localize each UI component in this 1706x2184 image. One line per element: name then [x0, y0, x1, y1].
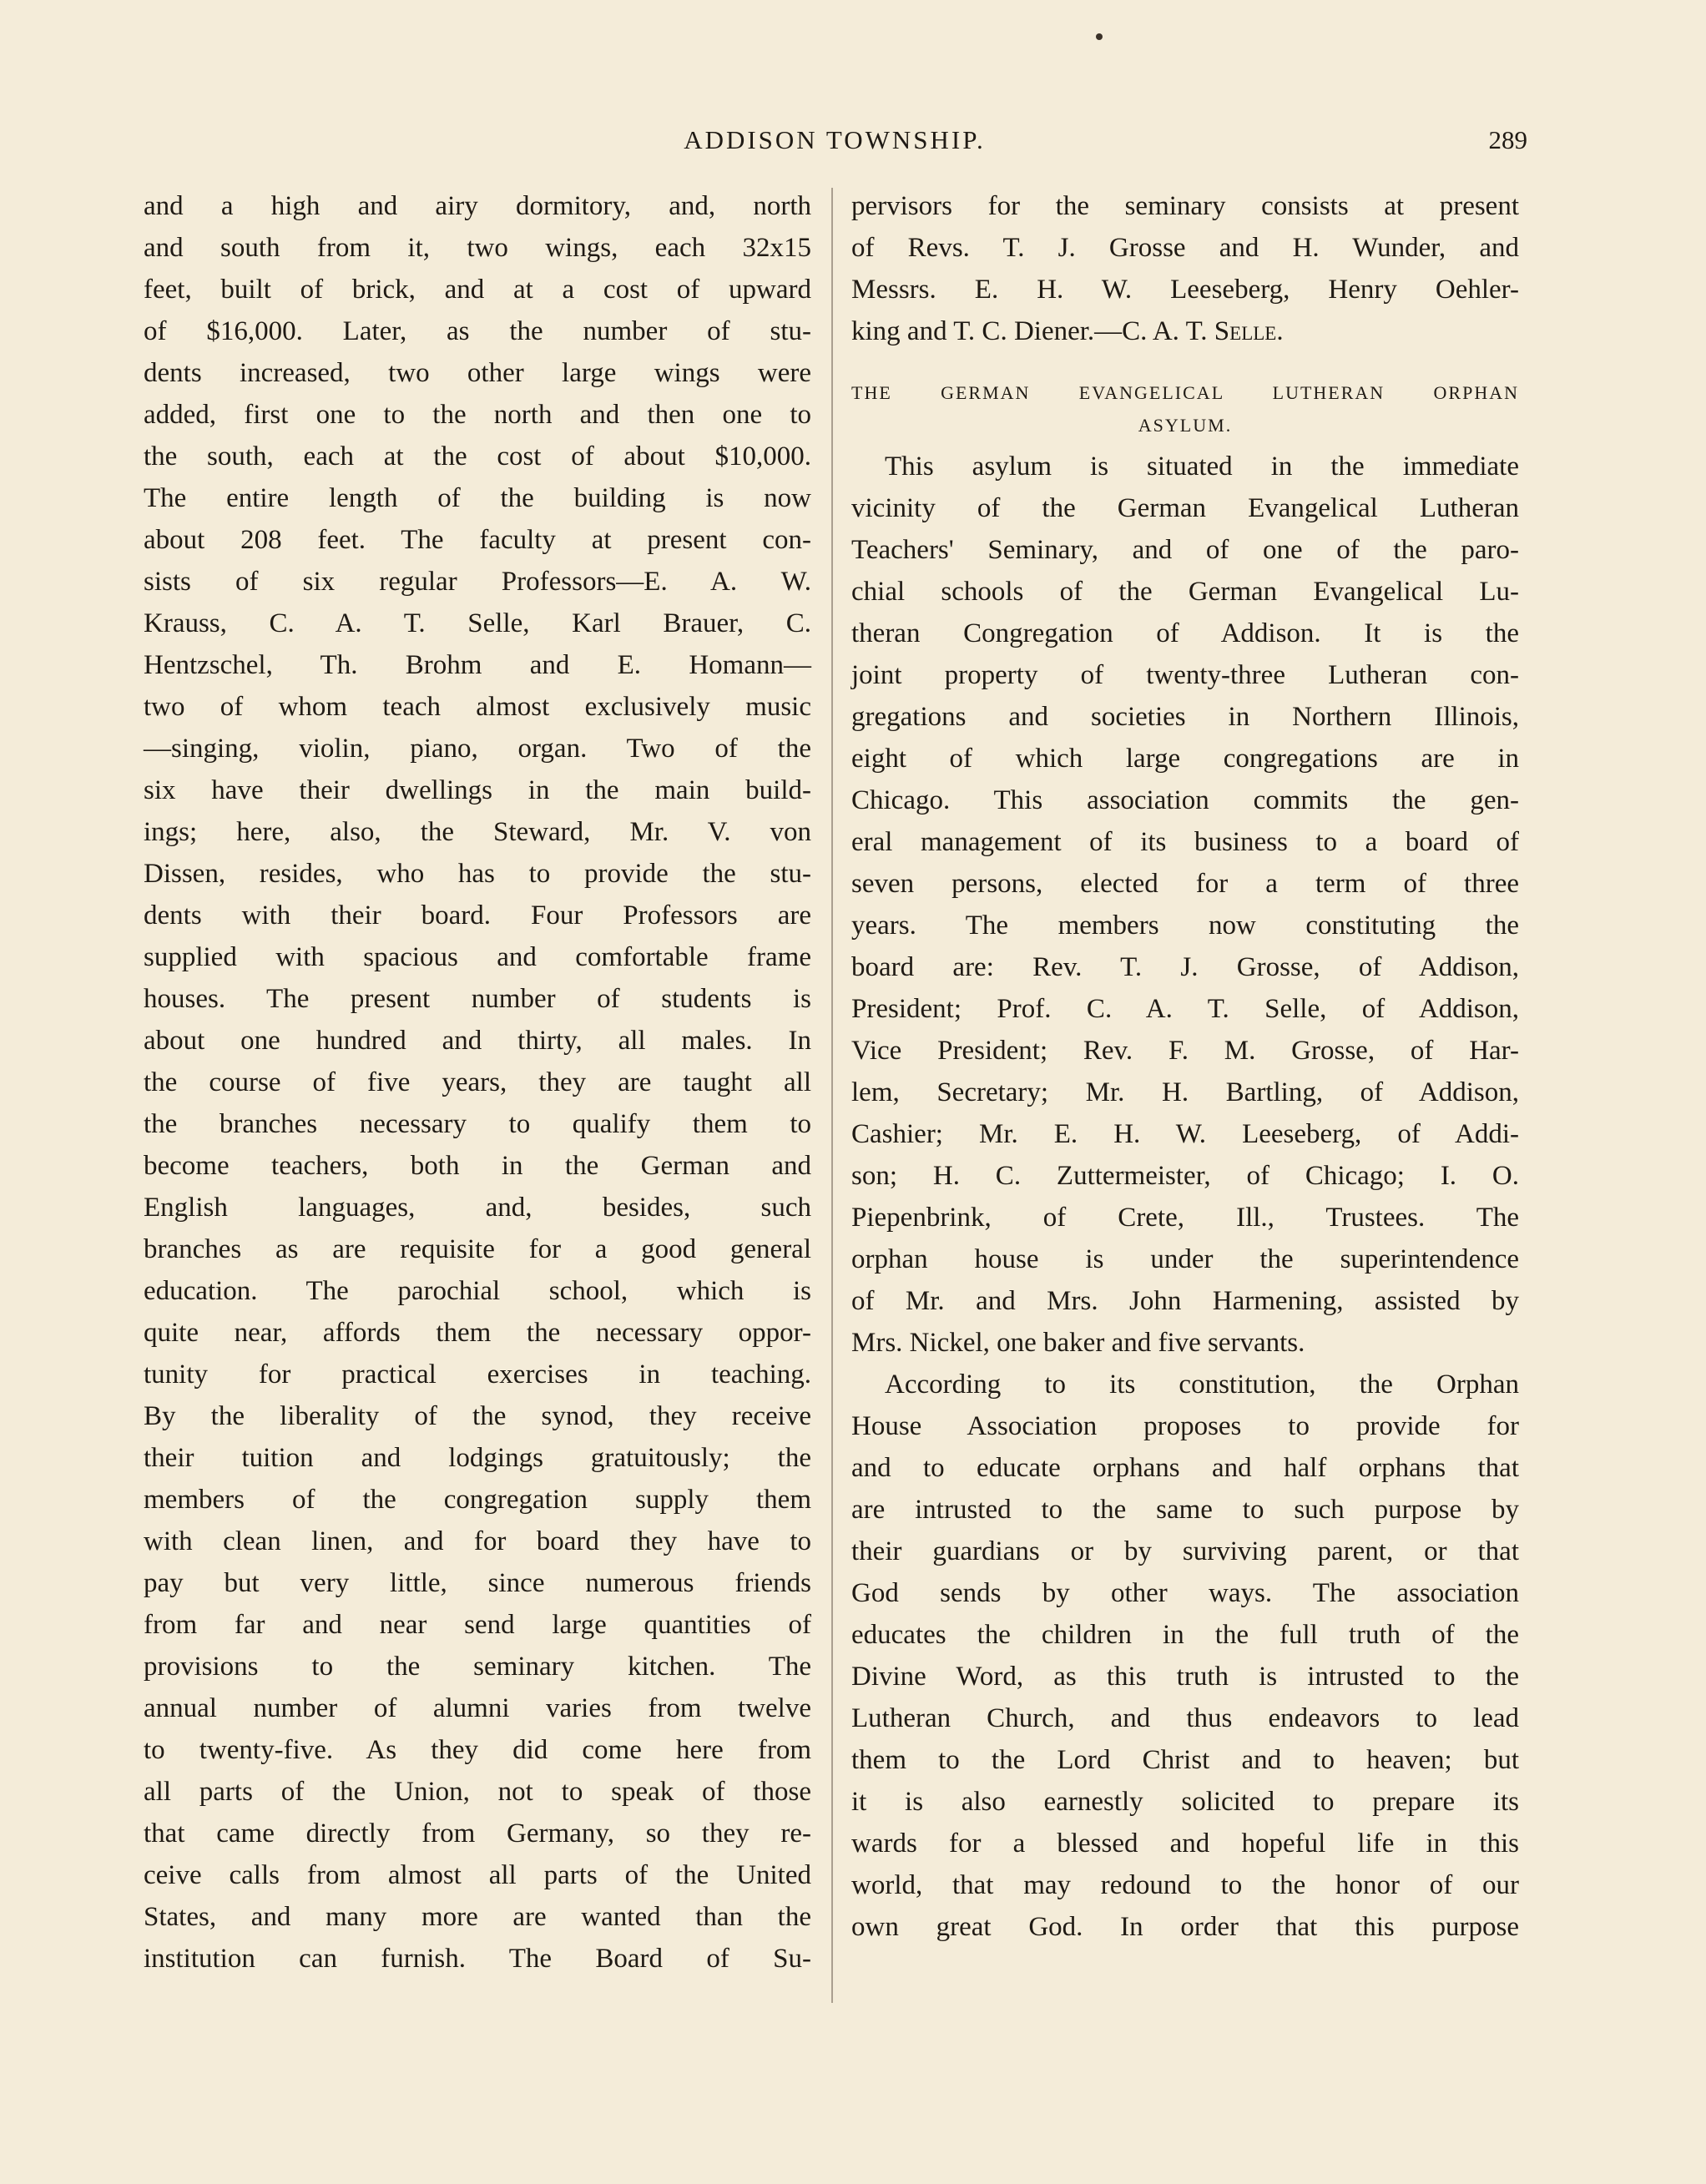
text-line: board are: Rev. T. J. Grosse, of Addison,: [851, 952, 1519, 982]
text-line: Hentzschel, Th. Brohm and E. Homann—: [144, 650, 811, 680]
left-column: [144, 185, 811, 1980]
text-line: education. The parochial school, which is: [144, 1276, 811, 1306]
text-line: Teachers' Seminary, and of one of the paro-: [851, 535, 1519, 565]
text-line: The entire length of the building is now: [144, 483, 811, 513]
text-line: of Mr. and Mrs. John Harmening, assisted by: [851, 1286, 1519, 1316]
text-line: the south, each at the cost of about $10,000.: [144, 441, 811, 472]
text-line: ceive calls from almost all parts of the United: [144, 1860, 811, 1890]
text-line: own great God. In order that this purpose: [851, 1912, 1519, 1942]
text-line: that came directly from Germany, so they re-: [144, 1818, 811, 1849]
text-line: Divine Word, as this truth is intrusted to the: [851, 1662, 1519, 1692]
text-line: institution can furnish. The Board of Su-: [144, 1944, 811, 1974]
text-line: it is also earnestly solicited to prepare its: [851, 1787, 1519, 1817]
text-line: Piepenbrink, of Crete, Ill., Trustees. The: [851, 1203, 1519, 1233]
text-line: the course of five years, they are taught all: [144, 1067, 811, 1097]
text-line: dents with their board. Four Professors are: [144, 900, 811, 931]
text-line: are intrusted to the same to such purpose by: [851, 1495, 1519, 1525]
text-line: —singing, violin, piano, organ. Two of the: [144, 734, 811, 764]
text-line: eral management of its business to a board of: [851, 827, 1519, 857]
text-line: dents increased, two other large wings were: [144, 358, 811, 388]
text-line: chial schools of the German Evangelical Lu-: [851, 577, 1519, 607]
text-line: to twenty-five. As they did come here from: [144, 1735, 811, 1765]
text-line: By the liberality of the synod, they receive: [144, 1401, 811, 1431]
text-line: the branches necessary to qualify them to: [144, 1109, 811, 1139]
text-line: States, and many more are wanted than the: [144, 1902, 811, 1932]
text-line: eight of which large congregations are in: [851, 744, 1519, 774]
text-line: English languages, and, besides, such: [144, 1193, 811, 1223]
text-line: God sends by other ways. The association: [851, 1578, 1519, 1608]
text-line: supplied with spacious and comfortable frame: [144, 942, 811, 972]
text-line: vicinity of the German Evangelical Lutheran: [851, 493, 1519, 523]
text-line: ings; here, also, the Steward, Mr. V. von: [144, 817, 811, 847]
text-line: of Revs. T. J. Grosse and H. Wunder, and: [851, 233, 1519, 263]
text-line: son; H. C. Zuttermeister, of Chicago; I. O.: [851, 1161, 1519, 1191]
text-line: houses. The present number of students is: [144, 984, 811, 1014]
page-header: [142, 125, 1527, 162]
right-column: [851, 185, 1519, 1948]
text-line: According to its constitution, the Orphan: [885, 1369, 1519, 1400]
ink-speck: [1096, 33, 1103, 40]
text-fragment: king and T. C. Diener.—C. A. T.: [851, 316, 1214, 346]
text-line: President; Prof. C. A. T. Selle, of Addison,: [851, 994, 1519, 1024]
text-line: gregations and societies in Northern Illinois,: [851, 702, 1519, 732]
text-line: This asylum is situated in the immediate: [885, 451, 1519, 482]
text-line: quite near, affords them the necessary oppor-: [144, 1318, 811, 1348]
text-line: annual number of alumni varies from twelve: [144, 1693, 811, 1723]
text-line: branches as are requisite for a good general: [144, 1234, 811, 1264]
text-line: Messrs. E. H. W. Leeseberg, Henry Oehler-: [851, 275, 1519, 305]
text-line: years. The members now constituting the: [851, 910, 1519, 941]
text-line: them to the Lord Christ and to heaven; but: [851, 1745, 1519, 1775]
page-number: 289: [1488, 125, 1527, 154]
text-line: Cashier; Mr. E. H. W. Leeseberg, of Addi-: [851, 1119, 1519, 1149]
text-line: lem, Secretary; Mr. H. Bartling, of Addison,: [851, 1077, 1519, 1107]
text-line: provisions to the seminary kitchen. The: [144, 1652, 811, 1682]
column-divider: [831, 188, 833, 2003]
text-line: world, that may redound to the honor of our: [851, 1870, 1519, 1900]
text-line: of $16,000. Later, as the number of stu-: [144, 316, 811, 346]
text-line: educates the children in the full truth of the: [851, 1620, 1519, 1650]
text-line: pay but very little, since numerous friends: [144, 1568, 811, 1598]
text-line: from far and near send large quantities of: [144, 1610, 811, 1640]
text-line: Vice President; Rev. F. M. Grosse, of Har-: [851, 1036, 1519, 1066]
text-line: feet, built of brick, and at a cost of upward: [144, 275, 811, 305]
text-line: all parts of the Union, not to speak of those: [144, 1777, 811, 1807]
text-line: with clean linen, and for board they have to: [144, 1526, 811, 1556]
text-line: Chicago. This association commits the gen-: [851, 785, 1519, 815]
text-line: added, first one to the north and then one to: [144, 400, 811, 430]
author-signature: Selle.: [1214, 316, 1284, 346]
text-line: about one hundred and thirty, all males. In: [144, 1026, 811, 1056]
text-line: their guardians or by surviving parent, or that: [851, 1536, 1519, 1566]
text-line: pervisors for the seminary consists at present: [851, 191, 1519, 221]
text-line: seven persons, elected for a term of three: [851, 869, 1519, 899]
text-line: and south from it, two wings, each 32x15: [144, 233, 811, 263]
text-line: become teachers, both in the German and: [144, 1151, 811, 1181]
text-line: about 208 feet. The faculty at present con-: [144, 525, 811, 555]
text-line: theran Congregation of Addison. It is the: [851, 618, 1519, 648]
text-line: two of whom teach almost exclusively music: [144, 692, 811, 722]
text-line: their tuition and lodgings gratuitously; the: [144, 1443, 811, 1473]
section-heading: THE GERMAN EVANGELICAL LUTHERAN ORPHAN: [851, 382, 1519, 403]
text-line: tunity for practical exercises in teaching.: [144, 1359, 811, 1390]
text-line: House Association proposes to provide for: [851, 1411, 1519, 1441]
text-line: and to educate orphans and half orphans that: [851, 1453, 1519, 1483]
text-line: Dissen, resides, who has to provide the stu-: [144, 859, 811, 889]
text-line: and a high and airy dormitory, and, north: [144, 191, 811, 221]
section-heading-continued: ASYLUM.: [1138, 415, 1233, 436]
text-line: Mrs. Nickel, one baker and five servants.: [851, 1328, 1305, 1358]
text-line: Krauss, C. A. T. Selle, Karl Brauer, C.: [144, 608, 811, 638]
text-line: members of the congregation supply them: [144, 1485, 811, 1515]
running-title: ADDISON TOWNSHIP.: [684, 125, 986, 154]
text-line: Lutheran Church, and thus endeavors to lead: [851, 1703, 1519, 1733]
text-line: wards for a blessed and hopeful life in this: [851, 1828, 1519, 1859]
text-line: [851, 310, 1519, 352]
text-line: six have their dwellings in the main build-: [144, 775, 811, 805]
text-line: sists of six regular Professors—E. A. W.: [144, 567, 811, 597]
text-line: joint property of twenty-three Lutheran con-: [851, 660, 1519, 690]
text-line: orphan house is under the superintendence: [851, 1244, 1519, 1274]
